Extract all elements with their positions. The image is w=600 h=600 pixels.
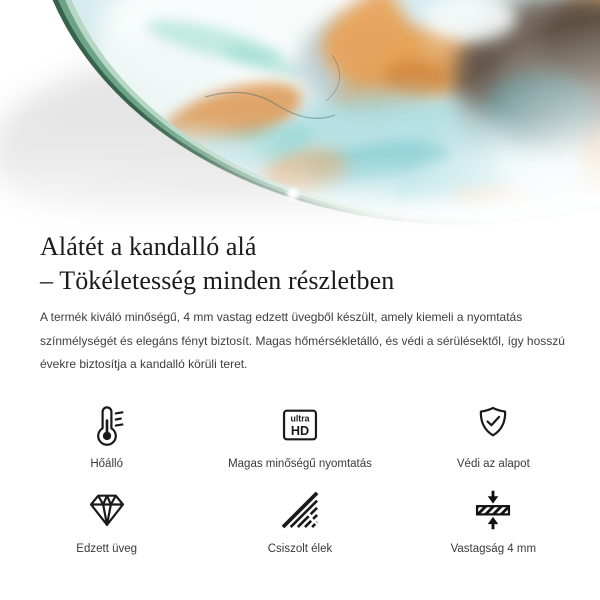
feature-grid [10,402,590,556]
feature-label: Magas minőségű nyomtatás [228,458,372,470]
ultra-hd-icon [278,402,322,448]
thickness-icon [471,487,515,533]
shield-check-icon [471,402,515,448]
svg-text:ultra: ultra [290,413,310,424]
feature-base-protection [397,402,590,471]
product-photo [0,0,600,240]
page-title-line1: Alátét a kandalló alá [40,232,257,261]
diamond-icon [85,487,129,533]
hearth-pad-image [0,0,600,240]
svg-text:HD: HD [290,423,310,438]
feature-polished-edges [203,487,396,556]
page-title-line2: – Tökéletesség minden részletben [40,266,395,295]
feature-heat-resistant [10,402,203,471]
page-title [40,230,394,298]
feature-label: Hőálló [90,458,123,470]
feature-label: Csiszolt élek [267,543,333,555]
feature-label: Vastagság 4 mm [450,543,537,555]
feature-thickness [397,487,590,556]
polished-edges-icon [278,487,322,533]
product-description: A termék kiváló minőségű, 4 mm vastag edzett üvegből készült, amely kiemeli a nyomtatás színmélységét és elegáns fényt biztosít. Magas hőmérsékletálló, és védi a sérülésektől, így hosszú évekre biztosítja a kandalló körüli teret. [40,310,565,371]
feature-print-quality [203,402,396,471]
feature-label: Edzett üveg [76,543,138,555]
feature-label: Védi az alapot [456,458,530,470]
feature-tempered-glass [10,487,203,556]
thermometer-icon [85,402,129,448]
